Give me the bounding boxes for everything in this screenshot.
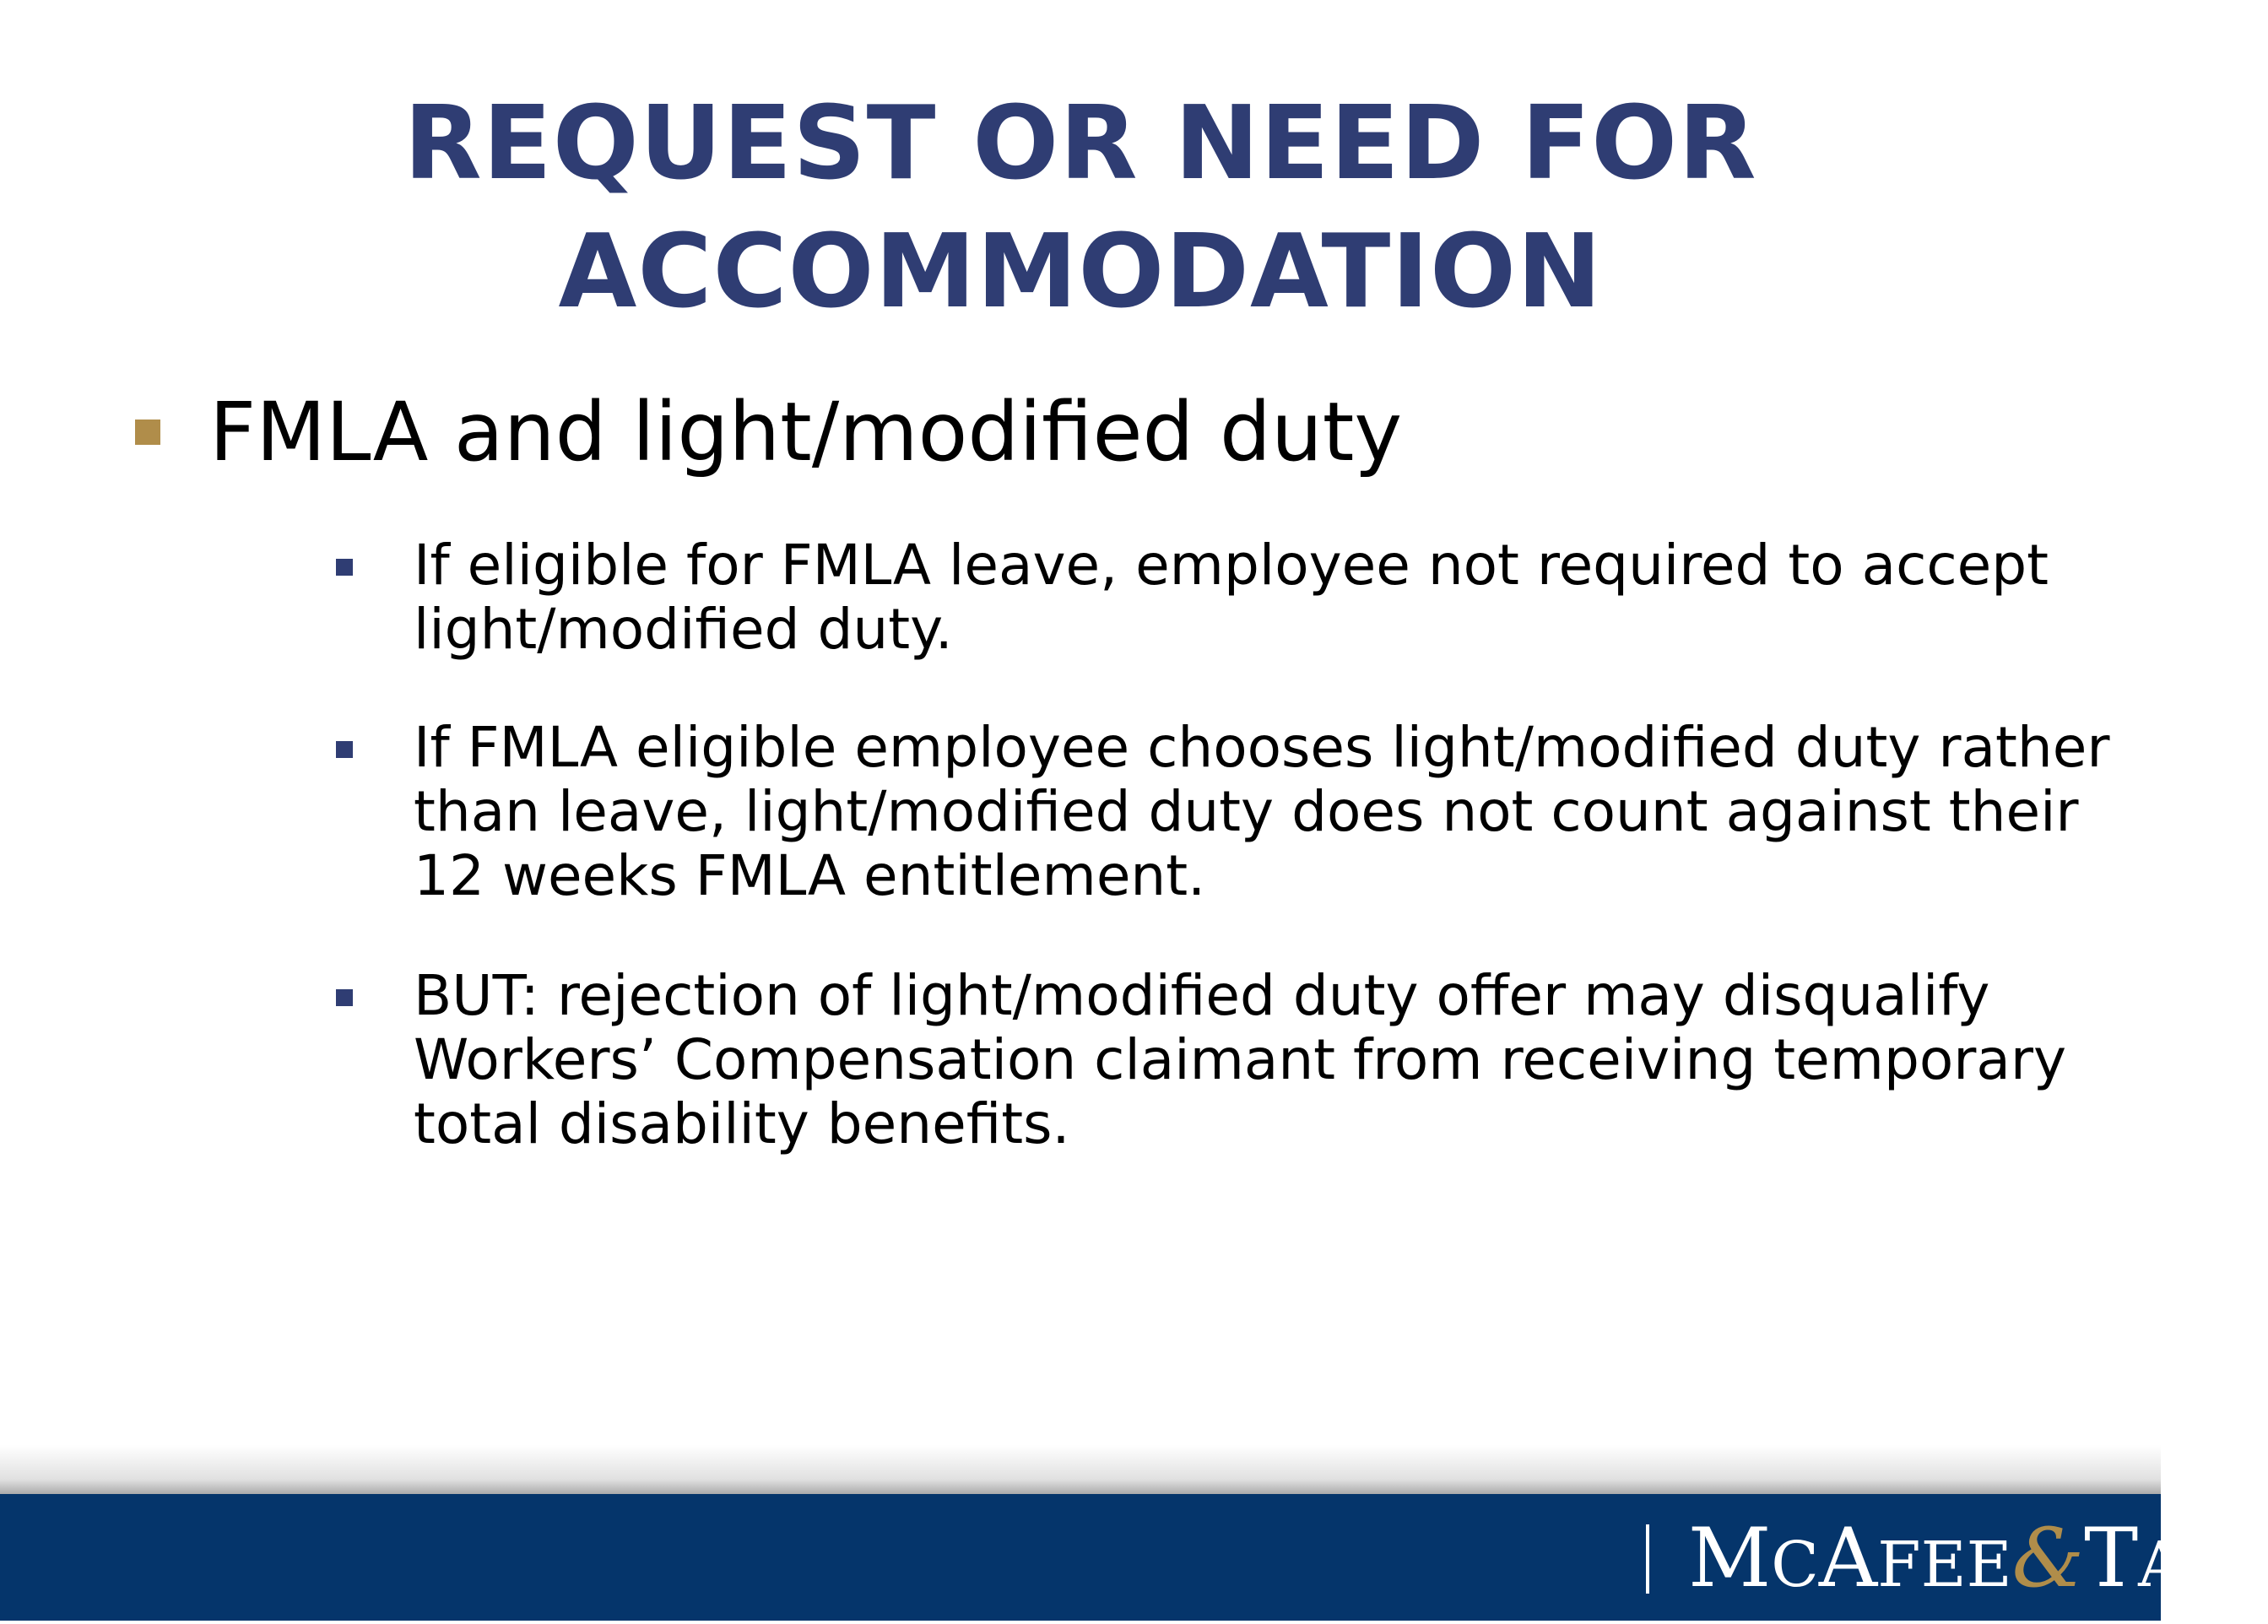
sub-bullet-line: BUT: rejection of light/modified duty offer may disqualify xyxy=(414,963,1990,1028)
logo-letter: AFT xyxy=(2138,1529,2268,1601)
sub-bullet-line: If eligible for FMLA leave, employee not required to accept xyxy=(414,533,2049,598)
logo-letter: FEE xyxy=(1877,1529,2012,1601)
sub-bullet-line: total disability benefits. xyxy=(414,1091,1070,1156)
title-line-1: REQUEST OR NEED FOR xyxy=(403,85,1757,203)
logo-ampersand: & xyxy=(2011,1511,2085,1605)
sub-bullet-line: If FMLA eligible employee chooses light/modified duty rather xyxy=(414,715,2110,780)
logo-letter: M xyxy=(1688,1511,1772,1605)
title-line-2: ACCOMMODATION xyxy=(558,214,1603,331)
sub-bullet-line: Workers’ Compensation claimant from receiving temporary xyxy=(414,1027,2067,1092)
footer-shadow xyxy=(0,1445,2161,1494)
sub-bullet-line: than leave, light/modified duty does not count against their xyxy=(414,779,2079,844)
square-bullet-icon xyxy=(336,559,353,576)
sub-bullet-text xyxy=(414,533,2110,662)
logo-letter: T xyxy=(2084,1511,2139,1605)
slide-title xyxy=(0,80,2161,337)
main-bullet-text: FMLA and light/modified duty xyxy=(209,385,1403,479)
sub-bullet-line: 12 weeks FMLA entitlement. xyxy=(414,843,1206,908)
sub-bullet-text xyxy=(414,716,2110,908)
square-bullet-icon xyxy=(336,989,353,1006)
logo-letter: C xyxy=(1771,1529,1819,1601)
sub-bullet-line: light/modified duty. xyxy=(414,597,953,662)
square-bullet-icon xyxy=(336,741,353,758)
footer-divider xyxy=(1646,1524,1649,1594)
logo-letter: A xyxy=(1818,1511,1878,1605)
company-logo xyxy=(1688,1511,2268,1605)
footer-bar xyxy=(0,1494,2268,1621)
square-bullet-icon xyxy=(135,420,160,445)
sub-bullet-text xyxy=(414,964,2110,1156)
